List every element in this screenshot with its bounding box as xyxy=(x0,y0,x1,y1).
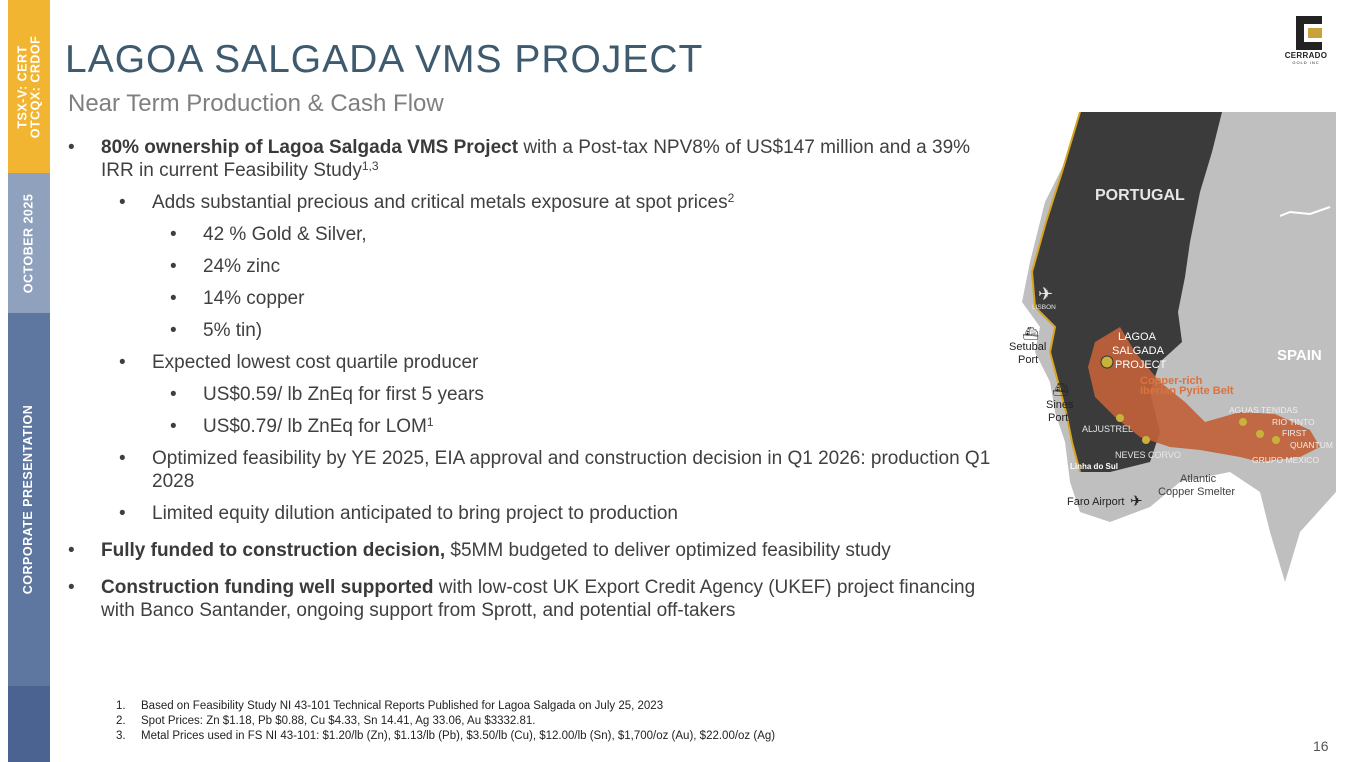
sidebar-date-block xyxy=(8,173,50,313)
port-sines-icon: ⛴ xyxy=(1052,382,1069,397)
logo-wordmark xyxy=(1278,51,1334,65)
bullet-metal-tin: • 5% tin) xyxy=(170,320,263,341)
label-smelter-1: Atlantic xyxy=(1180,473,1217,485)
logo-name: CERRADO xyxy=(1284,51,1328,60)
footnote xyxy=(116,699,775,714)
bullet-metals-exposure-sup: 2 xyxy=(727,191,735,205)
airplane-faro-icon: ✈ xyxy=(1130,493,1143,510)
label-grupo: GRUPO MEXICO xyxy=(1252,455,1320,465)
footnote-number: 1. xyxy=(116,700,126,712)
bullet-cost-quartile: • Expected lowest cost quartile producer xyxy=(119,352,479,373)
label-first: FIRST xyxy=(1282,428,1307,438)
footnote-text: Metal Prices used in FS NI 43-101: $1.20/lb (Zn), $1.13/lb (Pb), $3.50/lb (Cu), $12.00/lb (Sn), $1,700/oz (Au), $22.00/oz (Ag) xyxy=(141,730,776,742)
page-subtitle: Near Term Production & Cash Flow xyxy=(68,90,444,117)
bullet-metals-exposure-text: Adds substantial precious and critical metals exposure at spot prices xyxy=(152,192,728,213)
ticker-line-2: OTCQX: CRDOF xyxy=(28,35,42,138)
bullet-equity-dilution-text: Limited equity dilution anticipated to bring project to production xyxy=(152,503,678,524)
footnote-text: Spot Prices: Zn $1.18, Pb $0.88, Cu $4.33, Sn 14.41, Ag 33.06, Au $3332.81. xyxy=(141,715,536,727)
label-sines-1: Sines xyxy=(1046,399,1074,411)
bullet-ownership: • 80% ownership of Lagoa Salgada VMS Project with a Post-tax NPV8% of US$147 million and a 39% IRR in current Feasibility Study$^{1,3}$ xyxy=(68,137,971,181)
sidebar-date: OCTOBER 2025 xyxy=(21,193,36,293)
bullet-cost-lom: • US$0.79/ lb ZnEq for LOM$^1$ xyxy=(170,415,434,437)
mine-marker-icon xyxy=(1256,430,1264,438)
bullet-construction-funding-text: with low-cost UK Export Credit Agency (UKEF) project financing with Banco Santander, ongoing support from Sprott, and potential off-takers xyxy=(101,577,976,621)
bullet-fully-funded-bold: Fully funded to construction decision, xyxy=(101,540,446,561)
label-faro: Faro Airport xyxy=(1067,496,1125,508)
label-setubal-1: Setubal xyxy=(1009,341,1047,353)
bullet-list xyxy=(68,136,998,631)
label-setubal-2: Port xyxy=(1018,354,1039,366)
page-title: LAGOA SALGADA VMS PROJECT xyxy=(65,38,704,81)
label-smelter-2: Copper Smelter xyxy=(1158,486,1236,498)
bullet-equity-dilution: • Limited equity dilution anticipated to bring project to production xyxy=(119,503,678,524)
bullet-optimized-feasibility-text: Optimized feasibility by YE 2025, EIA approval and construction decision in Q1 2026: production Q1 2028 xyxy=(152,448,991,492)
footnote xyxy=(116,714,775,729)
cost-label: US$0.59/ lb ZnEq for first 5 years xyxy=(203,384,484,405)
bullet-optimized-feasibility: • Optimized feasibility by YE 2025, EIA approval and construction decision in Q1 2026: production Q1 2028 xyxy=(119,448,991,492)
bullet-ownership-sup: 1,3 xyxy=(361,159,379,173)
label-aljustrel: ALJUSTREL xyxy=(1082,424,1134,434)
footnote-number: 2. xyxy=(116,715,126,727)
mine-marker-icon xyxy=(1142,436,1150,444)
label-quantum: QUANTUM xyxy=(1290,440,1333,450)
bullet-ownership-bold: 80% ownership of Lagoa Salgada VMS Project xyxy=(101,137,519,158)
metal-label: 24% zinc xyxy=(203,256,281,277)
project-marker-icon xyxy=(1101,356,1113,368)
mine-marker-icon xyxy=(1239,418,1247,426)
label-portugal: PORTUGAL xyxy=(1095,187,1185,204)
label-project-1: LAGOA xyxy=(1118,331,1156,343)
label-airplane-lisbon-icon: ✈ xyxy=(1038,284,1054,304)
bullet-fully-funded-text: $5MM budgeted to deliver optimized feasibility study xyxy=(445,540,891,561)
metal-label: 14% copper xyxy=(203,288,305,309)
bullet-metal-zinc: • 24% zinc xyxy=(170,256,281,277)
label-project-3: PROJECT xyxy=(1115,359,1167,371)
bullet-metal-gold-silver: • 42 % Gold & Silver, xyxy=(170,224,367,245)
bullet-metal-copper: • 14% copper xyxy=(170,288,305,309)
label-sines-2: Port xyxy=(1048,412,1069,424)
sidebar-bottom-block xyxy=(8,686,50,762)
label-belt-2: Iberian Pyrite Belt xyxy=(1140,385,1234,397)
mine-marker-icon xyxy=(1272,436,1280,444)
label-riotinto: RIO TINTO xyxy=(1272,417,1315,427)
bullet-ownership-text: with a Post-tax NPV8% of US$147 million and a 39% IRR in current Feasibility Study xyxy=(101,137,971,181)
metal-label: 42 % Gold & Silver, xyxy=(203,224,367,245)
page-number: 16 xyxy=(1313,738,1329,754)
footnote-text: Based on Feasibility Study NI 43-101 Technical Reports Published for Lagoa Salgada on July 25, 2023 xyxy=(141,700,664,712)
label-project-2: SALGADA xyxy=(1112,345,1164,357)
bullet-construction-funding-bold: Construction funding well supported xyxy=(101,577,434,598)
label-lisbon: LISBON xyxy=(1032,304,1056,311)
mine-marker-icon xyxy=(1116,414,1124,422)
ticker-line-1: TSX-V: CERT xyxy=(15,44,29,129)
bullet-metals-exposure: • Adds substantial precious and critical metals exposure at spot prices$^2$ xyxy=(119,191,735,213)
footnotes xyxy=(116,699,775,744)
iberia-map xyxy=(1000,112,1336,582)
footnote xyxy=(116,729,775,744)
sidebar-section-block xyxy=(8,313,50,686)
label-belt-1: Copper-rich xyxy=(1140,375,1203,387)
bullet-cost-first5: • US$0.59/ lb ZnEq for first 5 years xyxy=(170,384,484,405)
bullet-fully-funded: • Fully funded to construction decision, $5MM budgeted to deliver optimized feasibility study xyxy=(68,540,891,561)
label-neves: NEVES CORVO xyxy=(1115,450,1181,460)
cost-lom-sup: 1 xyxy=(426,415,434,429)
label-spain: SPAIN xyxy=(1277,347,1322,364)
label-linha: Linha do Sul xyxy=(1070,462,1118,471)
port-setubal-icon: ⛴ xyxy=(1022,326,1039,341)
bullet-construction-funding: • Construction funding well supported with low-cost UK Export Credit Agency (UKEF) project financing with Banco Santander, ongoing support from Sprott, and potential off-takers xyxy=(68,577,976,621)
sidebar-ticker-block xyxy=(8,0,50,173)
label-aguas: AGUAS TENIDAS xyxy=(1229,405,1298,415)
bullet-cost-quartile-text: Expected lowest cost quartile producer xyxy=(152,352,479,373)
sidebar-section: CORPORATE PRESENTATION xyxy=(21,404,36,595)
metal-label: 5% tin) xyxy=(203,320,263,341)
footnote-number: 3. xyxy=(116,730,126,742)
logo-tagline: GOLD INC xyxy=(1292,60,1320,65)
cost-label: US$0.79/ lb ZnEq for LOM xyxy=(203,416,427,437)
